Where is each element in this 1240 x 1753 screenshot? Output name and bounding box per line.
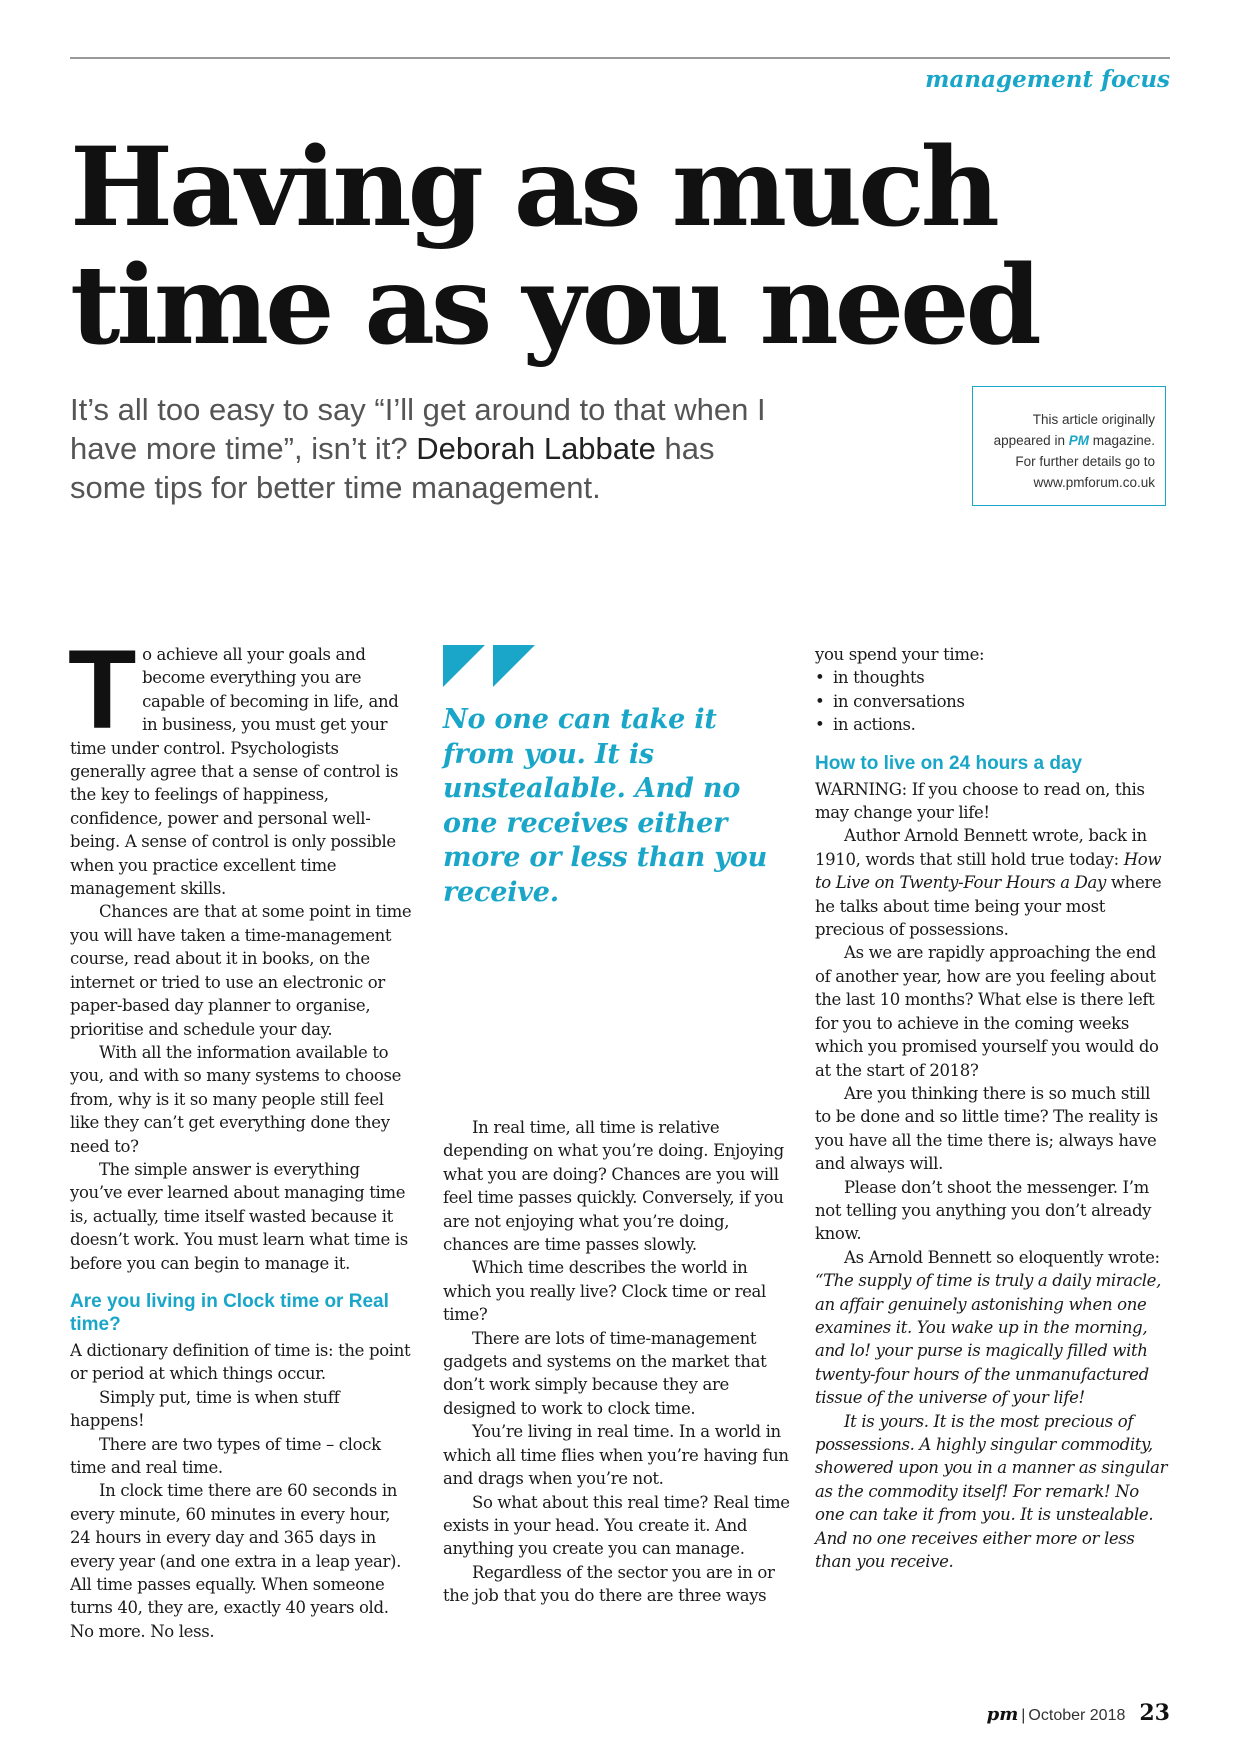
column-2 (443, 1116, 793, 1608)
paragraph: Regardless of the sector you are in or the job that you do there are three ways (443, 1562, 775, 1606)
column-1 (68, 627, 412, 1643)
paragraph: There are lots of time-management gadgets and systems on the market that don’t work simply because they are designed to work to clock time. (443, 1328, 767, 1418)
folio-separator: | (1021, 1707, 1026, 1724)
paragraph: A dictionary definition of time is: the point or period at which things occur. (70, 1340, 411, 1384)
intro-paragraph (68, 627, 412, 900)
paragraph: WARNING: If you choose to read on, this may change your life! (815, 779, 1145, 823)
quotation: “The supply of time is truly a daily miracle, an affair genuinely astonishing when one examines it. You wake up in the morning, and lo! your purse is magically filled with twenty-four hours of the unmanufactured tissue of the universe of your life! (815, 1271, 1161, 1408)
header-rule (70, 57, 1170, 59)
drop-cap: T (68, 627, 137, 752)
bullet-list (815, 666, 1170, 736)
paragraph: You’re living in real time. In a world in which all time flies when you’re having fun and drags when you’re not. (443, 1422, 789, 1489)
quote-mark-icon (443, 645, 543, 687)
text-run: Author Arnold Bennett wrote, back in 1910, words that still hold true today: (815, 826, 1147, 869)
paragraph: you spend your time: (815, 645, 985, 664)
paragraph (815, 824, 1170, 941)
paragraph: The simple answer is everything you’ve ever learned about managing time is, actually, time itself wasted because it doesn’t work. You must learn what time is before you can begin to manage it. (70, 1159, 408, 1273)
standfirst (70, 390, 790, 507)
book-title: How to Live on Twenty-Four Hours a Day (815, 849, 1162, 893)
issue-date: October 2018 (1028, 1707, 1126, 1724)
section-tag: management focus (925, 66, 1170, 93)
paragraph: Chances are that at some point in time you will have taken a time-management course, read about it in books, on the internet or tried to use an electronic or paper-based day planner to organise, prioritise and schedule your day. (70, 902, 412, 1039)
pull-quote: No one can take it from you. It is unstealable. And no one receives either more or less than you receive. (443, 704, 768, 908)
page-footer (987, 1700, 1170, 1726)
paragraph: There are two types of time – clock time and real time. (70, 1434, 381, 1477)
intro-text: o achieve all your goals and become everything you are capable of becoming in life, and in business, you must get your time under control. Psychologists generally agree that a sense of control is the key to feelings of happiness, confidence, power and personal well-being. A sense of control is only possible when you practice excellent time management skills. (70, 645, 399, 899)
page-number: 23 (1139, 1700, 1170, 1726)
paragraph: Please don’t shoot the messenger. I’m not telling you anything you don’t already know. (815, 1177, 1152, 1244)
paragraph: Simply put, time is when stuff happens! (70, 1387, 340, 1431)
paragraph: In clock time there are 60 seconds in every minute, 60 minutes in every hour, 24 hours in every day and 365 days in every year (and one extra in a leap year). All time passes equally. When someone turns 40, they are, exactly 40 years old. No more. No less. (70, 1481, 402, 1641)
paragraph: Are you thinking there is so much still to be done and so little time? The reality is you have all the time there is; always have and always will. (815, 1083, 1158, 1174)
headline: Having as much time as you need (70, 123, 1038, 369)
paragraph: Which time describes the world in which you really live? Clock time or real time? (443, 1258, 766, 1325)
infobox-line: For further details go to (1015, 454, 1155, 469)
quotation-paragraph: It is yours. It is the most precious of possessions. A highly singular commodity, showered upon you in a manner as singular as the commodity itself! For remark! No one can take it from you. It is unstealable. And no one receives either more or less than you receive. (815, 1411, 1168, 1572)
paragraph: As we are rapidly approaching the end of another year, how are you feeling about the last 10 months? What else is there left for you to achieve in the coming weeks which you promised yourself you would do at the start of 2018? (815, 943, 1159, 1080)
paragraph (815, 1246, 1170, 1410)
subhead-clock-time: Are you living in Clock time or Real time? (70, 1290, 389, 1335)
paragraph: In real time, all time is relative depending on what you’re doing. Enjoying what you are doing? Chances are you will feel time passes quickly. Conversely, if you are not enjoying what you’re doing, chances are time passes slowly. (443, 1118, 784, 1255)
origin-infobox (972, 386, 1166, 506)
text-run: where he talks about time being your most precious of possessions. (815, 873, 1162, 940)
list-item: • in conversations (815, 690, 1170, 713)
subhead-24-hours: How to live on 24 hours a day (815, 752, 1083, 774)
infobox-line: This article originally (1032, 412, 1155, 427)
list-item: • in thoughts (815, 666, 1170, 689)
infobox-text: appeared in (993, 433, 1069, 448)
pm-brand: PM (1068, 433, 1089, 448)
paragraph: With all the information available to you, and with so many systems to choose from, why is it so many people still feel like they can’t get everything done they need to? (70, 1042, 402, 1156)
infobox-text: magazine. (1088, 433, 1155, 448)
list-item: • in actions. (815, 713, 1170, 736)
author-name: Deborah Labbate (416, 431, 656, 466)
infobox-line (973, 430, 1155, 451)
standfirst-tail: has some tips for better time management. (70, 431, 715, 505)
magazine-name: pm (986, 1704, 1019, 1725)
paragraph: So what about this real time? Real time exists in your head. You create it. And anything you create you can manage. (443, 1492, 790, 1559)
standfirst-lead: It’s all too easy to say “I’ll get around to that when I have more time”, isn’t it? (70, 392, 766, 466)
infobox-url: www.pmforum.co.uk (1033, 475, 1155, 490)
column-3 (815, 643, 1170, 1573)
text-run: As Arnold Bennett so eloquently wrote: (844, 1247, 1160, 1267)
